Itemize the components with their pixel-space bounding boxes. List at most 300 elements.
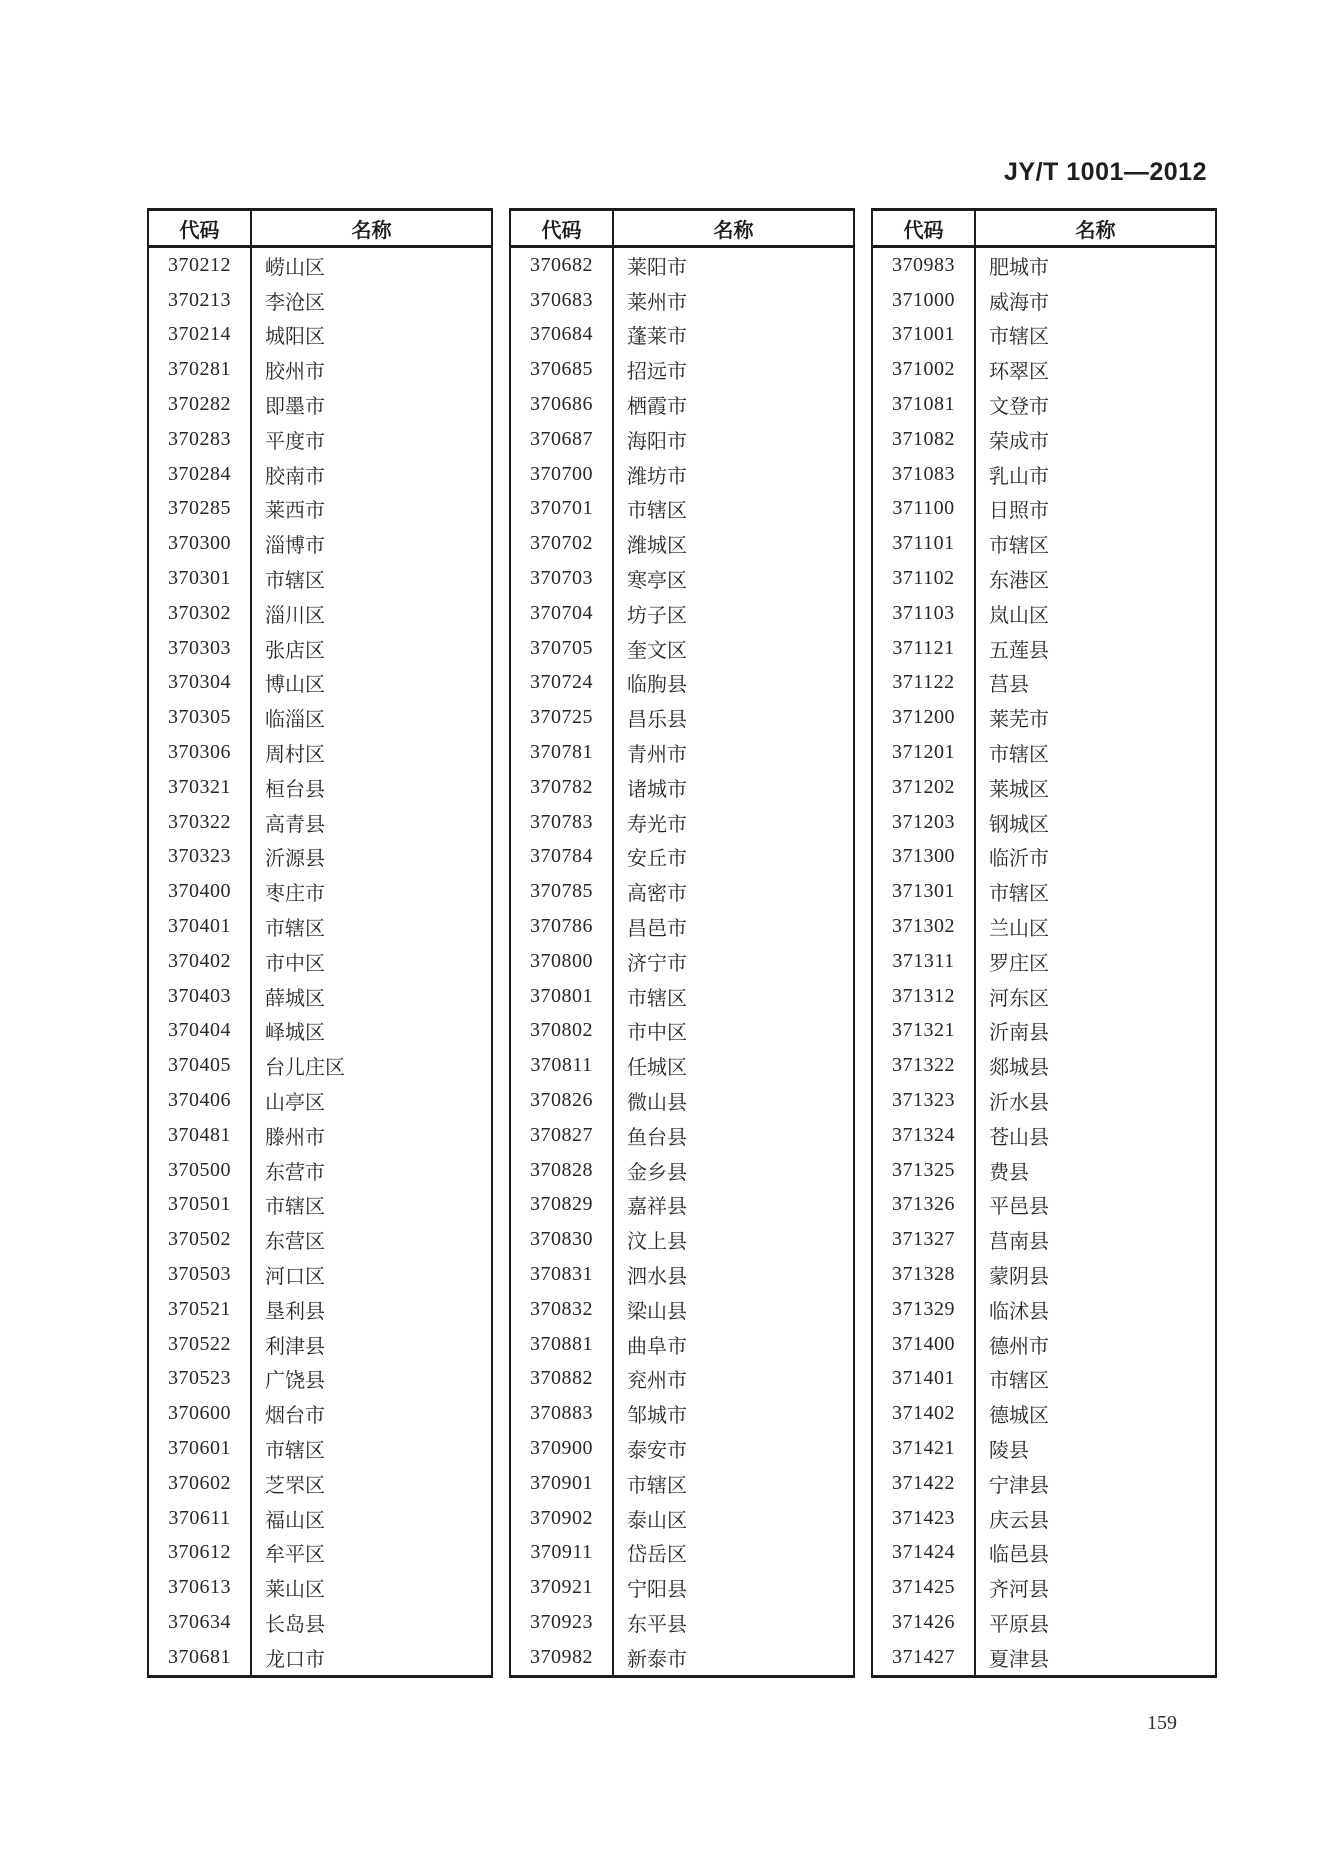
name-cell: 海阳市 — [627, 430, 687, 453]
code-cell: 370802 — [511, 1014, 614, 1049]
table-row — [511, 1118, 853, 1153]
table-row — [873, 1605, 1215, 1640]
code-cell: 370921 — [511, 1570, 614, 1605]
name-cell: 德州市 — [989, 1335, 1049, 1358]
name-cell: 岚山区 — [989, 604, 1049, 627]
name-cell: 利津县 — [265, 1335, 325, 1358]
code-cell: 370322 — [149, 805, 252, 840]
code-cell: 371326 — [873, 1188, 976, 1223]
name-cell: 河东区 — [989, 987, 1049, 1010]
table-row — [873, 1362, 1215, 1397]
name-cell: 市辖区 — [989, 883, 1049, 906]
table-row — [873, 1327, 1215, 1362]
name-cell: 兖州市 — [627, 1370, 687, 1393]
table-row — [149, 1083, 491, 1118]
table-row — [511, 1188, 853, 1223]
code-cell: 370301 — [149, 561, 252, 596]
table-row — [149, 1327, 491, 1362]
name-cell: 昌邑市 — [627, 918, 687, 941]
table-row — [873, 1153, 1215, 1188]
name-cell: 东平县 — [627, 1613, 687, 1636]
name-cell: 泗水县 — [627, 1266, 687, 1288]
name-cell: 苍山县 — [989, 1126, 1049, 1149]
table-header-row — [149, 211, 491, 248]
table-row — [149, 1362, 491, 1397]
name-cell: 罗庄区 — [989, 952, 1049, 975]
name-cell: 安丘市 — [627, 848, 687, 871]
name-cell: 李沧区 — [265, 291, 325, 314]
code-column-header: 代码 — [511, 211, 614, 245]
code-cell: 370687 — [511, 422, 614, 457]
code-cell: 371001 — [873, 318, 976, 353]
table-row — [149, 1605, 491, 1640]
name-cell: 乳山市 — [989, 465, 1049, 488]
table-row — [149, 1431, 491, 1466]
table-row — [511, 1570, 853, 1605]
table-row — [511, 1535, 853, 1570]
name-cell: 平度市 — [265, 430, 325, 453]
name-cell: 荣成市 — [989, 430, 1049, 453]
code-table-middle — [509, 208, 855, 1678]
code-cell: 371122 — [873, 666, 976, 701]
code-cell: 370882 — [511, 1362, 614, 1397]
name-cell: 莒南县 — [989, 1231, 1049, 1254]
name-cell: 泰安市 — [627, 1439, 687, 1462]
name-cell: 鱼台县 — [627, 1126, 687, 1149]
table-row — [511, 1153, 853, 1188]
code-cell: 370702 — [511, 526, 614, 561]
table-row — [873, 979, 1215, 1014]
code-cell: 370601 — [149, 1431, 252, 1466]
code-cell: 370901 — [511, 1466, 614, 1501]
table-row — [873, 1118, 1215, 1153]
table-row — [511, 770, 853, 805]
name-cell: 任城区 — [627, 1057, 687, 1080]
code-cell: 370683 — [511, 283, 614, 318]
code-cell: 371300 — [873, 840, 976, 875]
table-row — [873, 1431, 1215, 1466]
code-cell: 370282 — [149, 387, 252, 422]
code-cell: 370801 — [511, 979, 614, 1014]
table-body — [873, 248, 1215, 1675]
table-row — [149, 770, 491, 805]
table-row — [873, 1640, 1215, 1675]
code-cell: 370402 — [149, 944, 252, 979]
name-cell: 胶南市 — [265, 465, 325, 488]
name-cell: 周村区 — [265, 744, 325, 767]
code-cell: 370785 — [511, 874, 614, 909]
table-row — [149, 944, 491, 979]
name-cell: 潍坊市 — [627, 465, 687, 488]
name-cell: 淄川区 — [265, 604, 325, 627]
code-cell: 370911 — [511, 1535, 614, 1570]
name-cell: 曲阜市 — [627, 1335, 687, 1358]
name-cell: 蒙阴县 — [989, 1266, 1049, 1288]
table-row — [511, 735, 853, 770]
code-cell: 370725 — [511, 700, 614, 735]
table-row — [873, 318, 1215, 353]
name-cell: 市辖区 — [989, 326, 1049, 349]
name-cell: 坊子区 — [627, 604, 687, 627]
code-cell: 371324 — [873, 1118, 976, 1153]
table-row — [511, 1640, 853, 1675]
name-cell: 长岛县 — [265, 1613, 325, 1636]
page-number: 159 — [1147, 1712, 1177, 1734]
code-cell: 370783 — [511, 805, 614, 840]
code-cell: 370401 — [149, 909, 252, 944]
code-cell: 370405 — [149, 1048, 252, 1083]
name-cell: 即墨市 — [265, 396, 325, 419]
name-cell: 市辖区 — [265, 1196, 325, 1219]
code-cell: 370634 — [149, 1605, 252, 1640]
code-cell: 370781 — [511, 735, 614, 770]
code-cell: 370902 — [511, 1501, 614, 1536]
name-cell: 临淄区 — [265, 709, 325, 732]
code-cell: 370481 — [149, 1118, 252, 1153]
table-row — [149, 874, 491, 909]
code-cell: 370285 — [149, 492, 252, 527]
name-cell: 德城区 — [989, 1405, 1049, 1428]
name-cell: 牟平区 — [265, 1544, 325, 1567]
table-row — [873, 422, 1215, 457]
code-cell: 370501 — [149, 1188, 252, 1223]
table-row — [511, 1257, 853, 1292]
code-cell: 371201 — [873, 735, 976, 770]
table-row — [149, 422, 491, 457]
name-cell: 沂水县 — [989, 1092, 1049, 1115]
code-cell: 370983 — [873, 248, 976, 283]
code-cell: 370685 — [511, 352, 614, 387]
table-row — [149, 1118, 491, 1153]
code-cell: 371311 — [873, 944, 976, 979]
code-cell: 371400 — [873, 1327, 976, 1362]
table-row — [873, 1501, 1215, 1536]
name-cell: 莒县 — [989, 674, 1029, 697]
name-cell: 寿光市 — [627, 813, 687, 836]
code-cell: 370782 — [511, 770, 614, 805]
code-cell: 370724 — [511, 666, 614, 701]
table-row — [149, 457, 491, 492]
name-cell: 龙口市 — [265, 1648, 325, 1671]
table-row — [873, 944, 1215, 979]
table-row — [873, 874, 1215, 909]
table-row — [149, 387, 491, 422]
table-row — [511, 944, 853, 979]
name-cell: 莱阳市 — [627, 256, 687, 279]
name-cell: 费县 — [989, 1161, 1029, 1184]
table-row — [511, 874, 853, 909]
code-cell: 370811 — [511, 1048, 614, 1083]
code-cell: 370283 — [149, 422, 252, 457]
code-cell: 370700 — [511, 457, 614, 492]
name-cell: 新泰市 — [627, 1648, 687, 1671]
table-row — [149, 1466, 491, 1501]
table-row — [873, 1257, 1215, 1292]
table-row — [511, 283, 853, 318]
name-cell: 莱山区 — [265, 1579, 325, 1602]
name-cell: 峄城区 — [265, 1022, 325, 1045]
name-cell: 河口区 — [265, 1266, 325, 1288]
name-cell: 博山区 — [265, 674, 325, 697]
code-cell: 370305 — [149, 700, 252, 735]
table-row — [873, 840, 1215, 875]
table-row — [511, 596, 853, 631]
code-cell: 371203 — [873, 805, 976, 840]
code-cell: 370502 — [149, 1222, 252, 1257]
table-header-row — [873, 211, 1215, 248]
code-cell: 370213 — [149, 283, 252, 318]
table-row — [511, 979, 853, 1014]
code-cell: 371421 — [873, 1431, 976, 1466]
table-row — [873, 666, 1215, 701]
name-cell: 东港区 — [989, 570, 1049, 593]
code-cell: 370828 — [511, 1153, 614, 1188]
table-row — [149, 909, 491, 944]
code-table-right — [871, 208, 1217, 1678]
code-cell: 371200 — [873, 700, 976, 735]
code-cell: 371301 — [873, 874, 976, 909]
name-cell: 平邑县 — [989, 1196, 1049, 1219]
table-row — [511, 700, 853, 735]
name-cell: 滕州市 — [265, 1126, 325, 1149]
table-row — [511, 1466, 853, 1501]
table-row — [511, 1014, 853, 1049]
name-cell: 蓬莱市 — [627, 326, 687, 349]
code-cell: 370212 — [149, 248, 252, 283]
table-row — [873, 1570, 1215, 1605]
code-cell: 371426 — [873, 1605, 976, 1640]
code-cell: 370613 — [149, 1570, 252, 1605]
table-row — [873, 631, 1215, 666]
standard-number: JY/T 1001—2012 — [1004, 158, 1207, 186]
code-cell: 370982 — [511, 1640, 614, 1675]
table-row — [511, 1431, 853, 1466]
name-cell: 台儿庄区 — [265, 1057, 345, 1080]
table-row — [511, 561, 853, 596]
code-cell: 371100 — [873, 492, 976, 527]
name-cell: 泰山区 — [627, 1509, 687, 1532]
code-cell: 370602 — [149, 1466, 252, 1501]
code-cell: 370300 — [149, 526, 252, 561]
table-row — [511, 457, 853, 492]
name-cell: 嘉祥县 — [627, 1196, 687, 1219]
name-cell: 汶上县 — [627, 1231, 687, 1254]
code-cell: 371000 — [873, 283, 976, 318]
name-cell: 市辖区 — [989, 535, 1049, 558]
name-cell: 莱州市 — [627, 291, 687, 314]
name-cell: 宁阳县 — [627, 1579, 687, 1602]
code-cell: 371202 — [873, 770, 976, 805]
code-cell: 370281 — [149, 352, 252, 387]
name-cell: 高青县 — [265, 813, 325, 836]
code-cell: 370406 — [149, 1083, 252, 1118]
name-cell: 高密市 — [627, 883, 687, 906]
table-row — [149, 1535, 491, 1570]
code-cell: 371081 — [873, 387, 976, 422]
table-row — [873, 457, 1215, 492]
code-column-header: 代码 — [873, 211, 976, 245]
code-cell: 370703 — [511, 561, 614, 596]
name-cell: 青州市 — [627, 744, 687, 767]
name-column-header: 名称 — [713, 219, 754, 242]
table-row — [873, 561, 1215, 596]
code-cell: 370612 — [149, 1535, 252, 1570]
table-row — [149, 735, 491, 770]
name-cell: 薛城区 — [265, 987, 325, 1010]
table-row — [149, 979, 491, 1014]
code-cell: 371312 — [873, 979, 976, 1014]
table-row — [873, 387, 1215, 422]
table-row — [149, 492, 491, 527]
code-cell: 371328 — [873, 1257, 976, 1292]
code-cell: 370827 — [511, 1118, 614, 1153]
table-row — [873, 770, 1215, 805]
code-cell: 371121 — [873, 631, 976, 666]
name-cell: 沂源县 — [265, 848, 325, 871]
code-cell: 370302 — [149, 596, 252, 631]
table-row — [873, 1535, 1215, 1570]
code-cell: 371427 — [873, 1640, 976, 1675]
code-cell: 370522 — [149, 1327, 252, 1362]
name-cell: 诸城市 — [627, 778, 687, 801]
table-row — [511, 1292, 853, 1327]
table-row — [149, 1640, 491, 1675]
name-cell: 栖霞市 — [627, 396, 687, 419]
table-row — [873, 909, 1215, 944]
table-body — [149, 248, 491, 1675]
name-cell: 临朐县 — [627, 674, 687, 697]
table-row — [149, 840, 491, 875]
code-cell: 370704 — [511, 596, 614, 631]
name-cell: 桓台县 — [265, 778, 325, 801]
code-cell: 371002 — [873, 352, 976, 387]
name-cell: 兰山区 — [989, 918, 1049, 941]
code-cell: 371401 — [873, 1362, 976, 1397]
code-cell: 370682 — [511, 248, 614, 283]
code-cell: 370830 — [511, 1222, 614, 1257]
name-cell: 市辖区 — [989, 1370, 1049, 1393]
table-row — [873, 1396, 1215, 1431]
name-cell: 齐河县 — [989, 1579, 1049, 1602]
table-row — [511, 526, 853, 561]
name-cell: 肥城市 — [989, 256, 1049, 279]
name-cell: 莱芜市 — [989, 709, 1049, 732]
table-row — [511, 1327, 853, 1362]
table-row — [149, 805, 491, 840]
name-cell: 奎文区 — [627, 639, 687, 662]
name-cell: 威海市 — [989, 291, 1049, 314]
code-cell: 371302 — [873, 909, 976, 944]
table-row — [873, 1188, 1215, 1223]
table-row — [873, 1222, 1215, 1257]
table-row — [511, 492, 853, 527]
table-row — [149, 1396, 491, 1431]
code-cell: 370403 — [149, 979, 252, 1014]
name-cell: 市辖区 — [265, 1439, 325, 1462]
table-row — [511, 1222, 853, 1257]
name-cell: 市辖区 — [265, 918, 325, 941]
table-row — [149, 666, 491, 701]
code-cell: 371102 — [873, 561, 976, 596]
code-cell: 370701 — [511, 492, 614, 527]
name-cell: 五莲县 — [989, 639, 1049, 662]
table-row — [149, 1222, 491, 1257]
name-cell: 宁津县 — [989, 1474, 1049, 1497]
name-cell: 环翠区 — [989, 361, 1049, 384]
code-cell: 371322 — [873, 1048, 976, 1083]
name-cell: 陵县 — [989, 1439, 1029, 1462]
table-row — [511, 1605, 853, 1640]
code-cell: 371101 — [873, 526, 976, 561]
code-cell: 370500 — [149, 1153, 252, 1188]
code-cell: 370600 — [149, 1396, 252, 1431]
table-row — [149, 1188, 491, 1223]
code-cell: 371325 — [873, 1153, 976, 1188]
code-cell: 371402 — [873, 1396, 976, 1431]
code-cell: 370284 — [149, 457, 252, 492]
name-cell: 邹城市 — [627, 1405, 687, 1428]
name-cell: 枣庄市 — [265, 883, 325, 906]
table-row — [511, 1048, 853, 1083]
name-cell: 文登市 — [989, 396, 1049, 419]
code-cell: 370323 — [149, 840, 252, 875]
code-cell: 371327 — [873, 1222, 976, 1257]
code-cell: 371082 — [873, 422, 976, 457]
code-cell: 370831 — [511, 1257, 614, 1292]
table-row — [149, 352, 491, 387]
name-cell: 市辖区 — [627, 1474, 687, 1497]
table-row — [511, 387, 853, 422]
table-body — [511, 248, 853, 1675]
table-header-row — [511, 211, 853, 248]
code-cell: 371329 — [873, 1292, 976, 1327]
name-cell: 广饶县 — [265, 1370, 325, 1393]
name-cell: 沂南县 — [989, 1022, 1049, 1045]
table-row — [873, 735, 1215, 770]
table-row — [149, 596, 491, 631]
name-cell: 市辖区 — [265, 570, 325, 593]
code-cell: 371425 — [873, 1570, 976, 1605]
code-cell: 370503 — [149, 1257, 252, 1292]
name-cell: 金乡县 — [627, 1161, 687, 1184]
table-row — [873, 1292, 1215, 1327]
name-column-header: 名称 — [1075, 219, 1116, 242]
table-row — [873, 526, 1215, 561]
name-cell: 庆云县 — [989, 1509, 1049, 1532]
name-cell: 临沭县 — [989, 1300, 1049, 1323]
table-row — [511, 805, 853, 840]
code-cell: 370304 — [149, 666, 252, 701]
code-cell: 371103 — [873, 596, 976, 631]
table-row — [873, 805, 1215, 840]
code-cell: 370883 — [511, 1396, 614, 1431]
code-cell: 371422 — [873, 1466, 976, 1501]
name-cell: 崂山区 — [265, 256, 325, 279]
table-row — [873, 1014, 1215, 1049]
code-cell: 370404 — [149, 1014, 252, 1049]
table-row — [873, 596, 1215, 631]
code-cell: 371423 — [873, 1501, 976, 1536]
name-cell: 夏津县 — [989, 1648, 1049, 1671]
tables-container — [147, 208, 1217, 1678]
table-row — [149, 283, 491, 318]
code-cell: 370832 — [511, 1292, 614, 1327]
table-row — [511, 1083, 853, 1118]
name-cell: 郯城县 — [989, 1057, 1049, 1080]
table-row — [511, 1362, 853, 1397]
code-cell: 371323 — [873, 1083, 976, 1118]
name-cell: 山亭区 — [265, 1092, 325, 1115]
